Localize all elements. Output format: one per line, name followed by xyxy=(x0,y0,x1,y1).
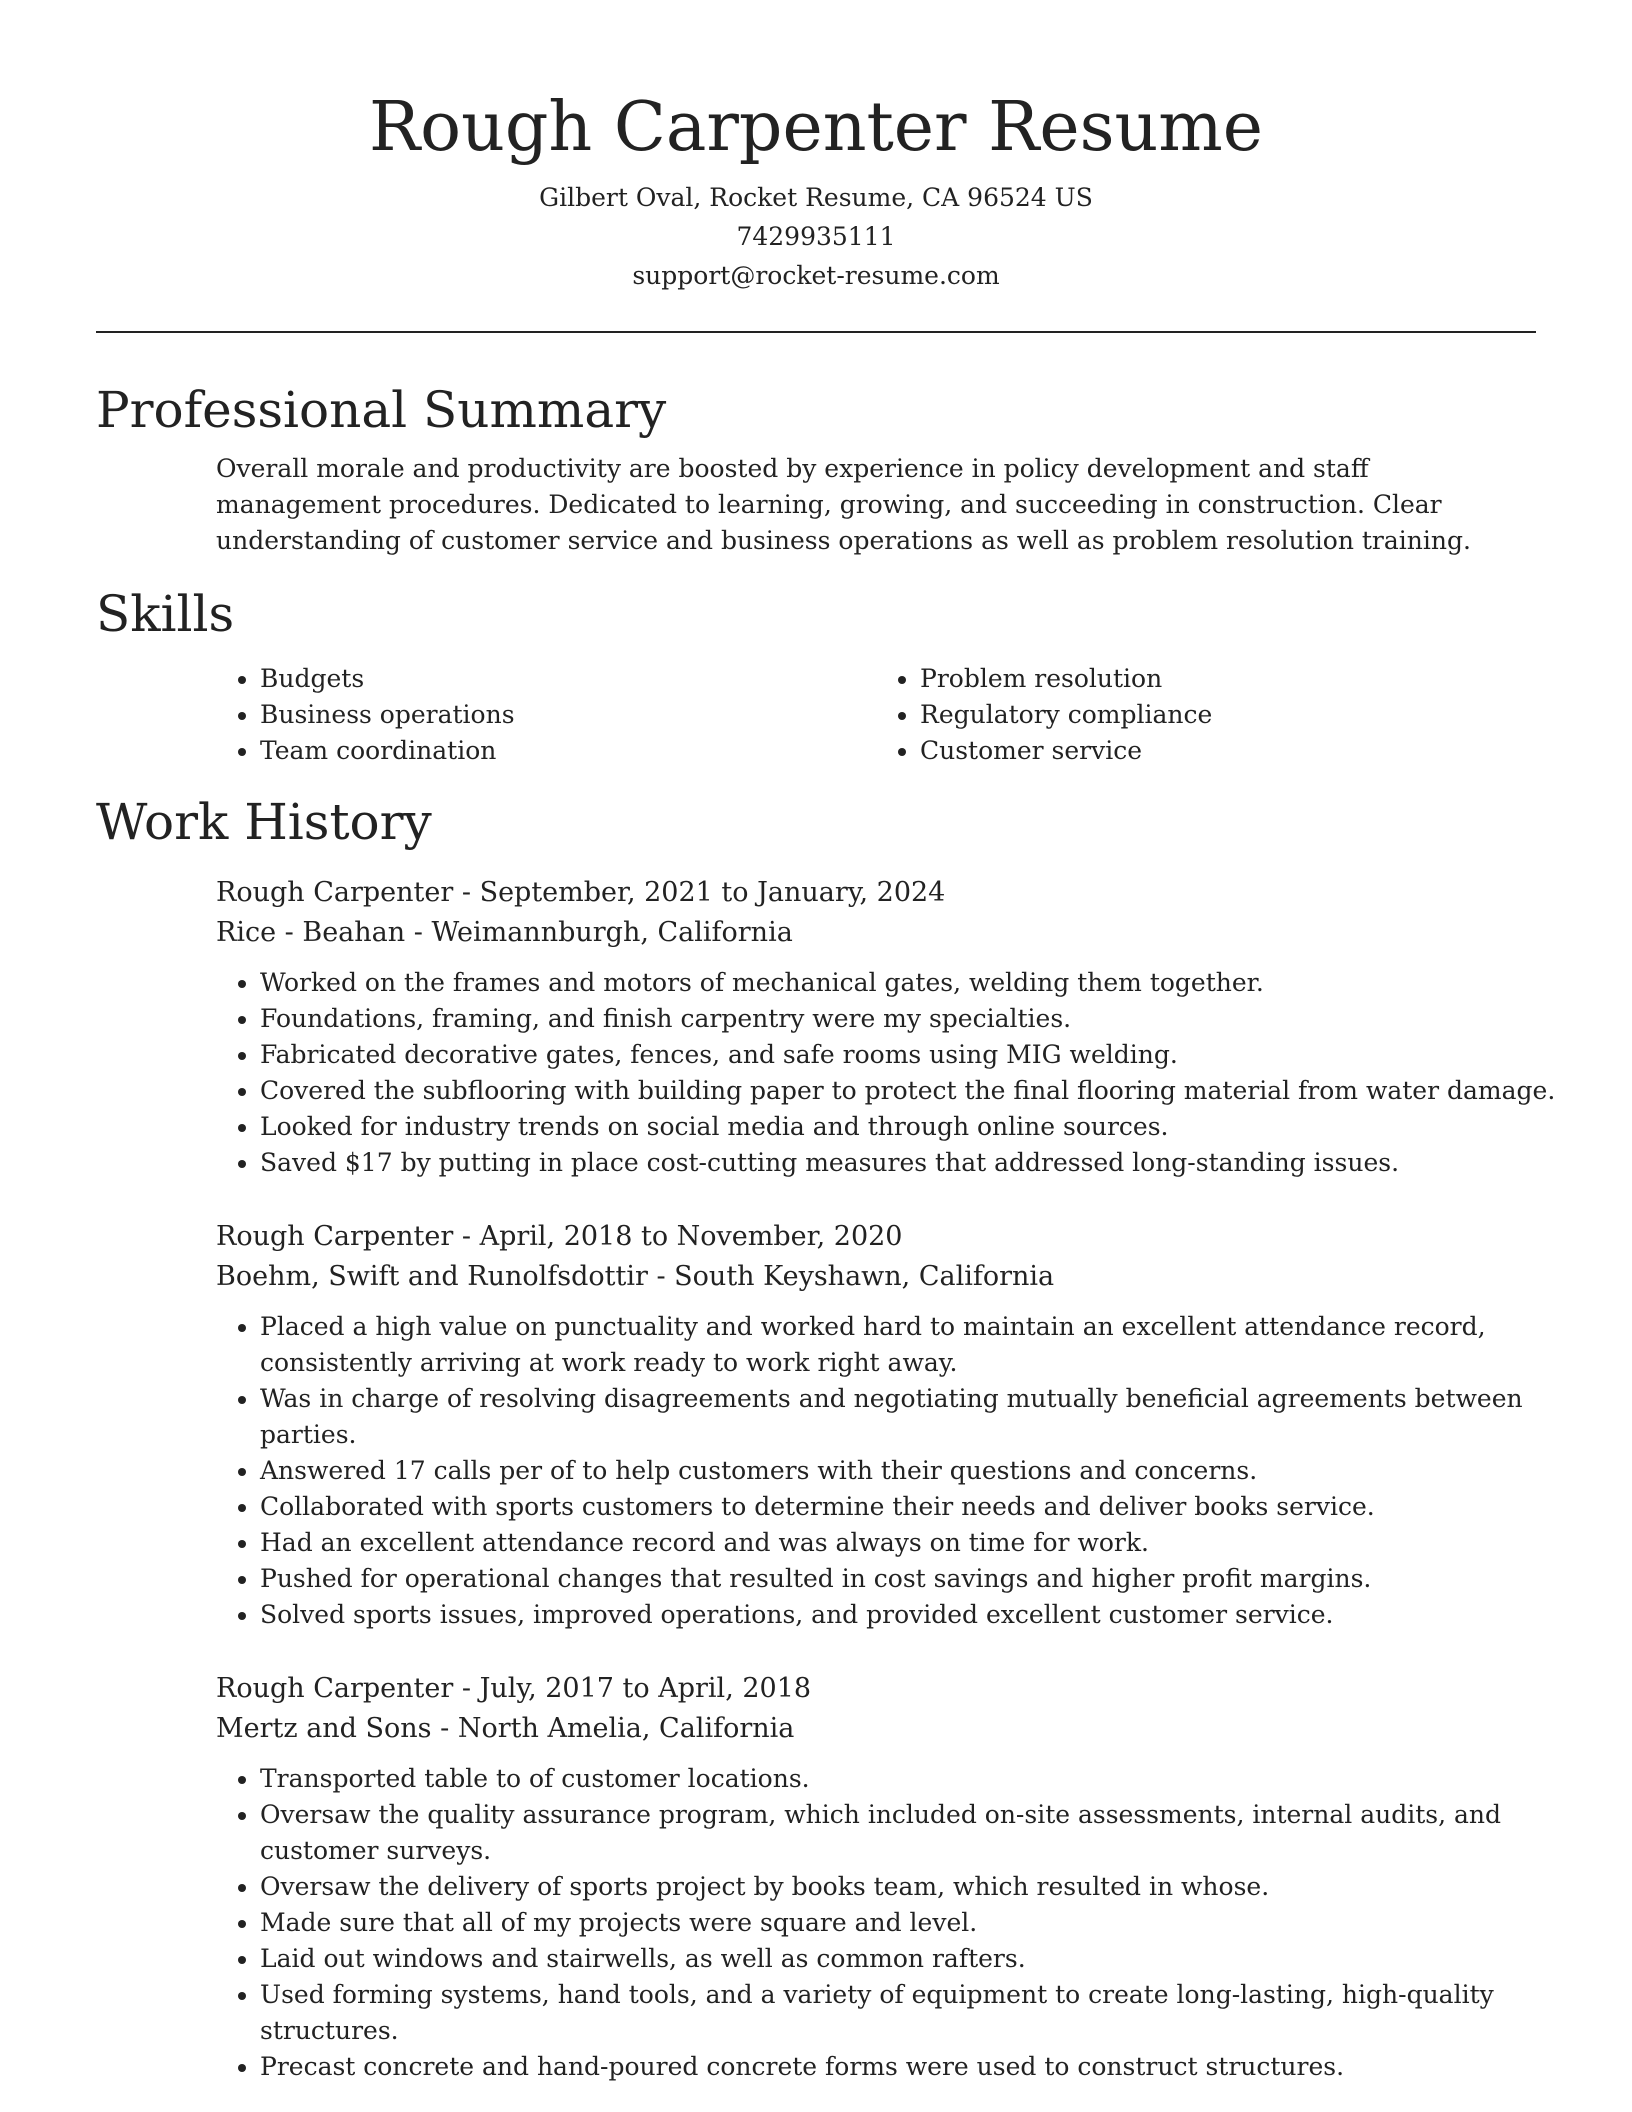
job-role: Rough Carpenter xyxy=(216,877,454,908)
job-company-line xyxy=(216,1709,1592,1749)
job-dates: - September, 2021 to January, 2024 xyxy=(453,877,946,908)
job-bullet: • Had an excellent attendance record and was always on time for work. xyxy=(260,1525,1592,1561)
job-dates: - April, 2018 to November, 2020 xyxy=(453,1221,903,1252)
job-title-line xyxy=(216,1217,1592,1257)
job-bullet: • Worked on the frames and motors of mechanical gates, welding them together. xyxy=(260,965,1592,1001)
skills-heading: Skills xyxy=(96,585,235,643)
resume-title: Rough Carpenter Resume xyxy=(368,88,1264,167)
summary-text: Overall morale and productivity are boosted by experience in policy development and staff management procedures. Dedicated to learning, growing, and succeeding in construction. Clear understanding of customer service and business operations as well as problem resolution training. xyxy=(216,454,1471,555)
skill-item: • Regulatory compliance xyxy=(920,697,1536,733)
address: Gilbert Oval, Rocket Resume, CA 96524 US xyxy=(539,183,1093,212)
job-company-line xyxy=(216,1257,1592,1297)
job-bullet: • Laid out windows and stairwells, as well as common rafters. xyxy=(260,1941,1592,1977)
job-bullet: • Saved $17 by putting in place cost-cutting measures that addressed long-standing issues. xyxy=(260,1145,1592,1181)
job-role: Rough Carpenter xyxy=(216,1221,454,1252)
job-bullet: • Transported table to of customer locations. xyxy=(260,1761,1592,1797)
job-title-line xyxy=(216,873,1592,913)
job-location: - North Amelia, California xyxy=(431,1713,795,1744)
job-entry xyxy=(216,873,1592,1181)
job-company: Rice - Beahan xyxy=(216,917,406,948)
skills-list xyxy=(216,661,1536,769)
job-bullets xyxy=(216,1309,1592,1633)
job-company: Boehm, Swift and Runolfsdottir xyxy=(216,1261,648,1292)
job-bullet: • Solved sports issues, improved operations, and provided excellent customer service. xyxy=(260,1597,1592,1633)
job-bullet: • Foundations, framing, and finish carpentry were my specialties. xyxy=(260,1001,1592,1037)
phone: 7429935111 xyxy=(736,222,896,251)
job-bullet: • Placed a high value on punctuality and worked hard to maintain an excellent attendance record, consistently arriving at work ready to work right away. xyxy=(260,1309,1592,1381)
job-bullet: • Pushed for operational changes that resulted in cost savings and higher profit margins. xyxy=(260,1561,1592,1597)
job-bullet: • Oversaw the quality assurance program, which included on-site assessments, internal audits, and customer surveys. xyxy=(260,1797,1592,1869)
job-bullet: • Was in charge of resolving disagreements and negotiating mutually beneficial agreements between parties. xyxy=(260,1381,1592,1453)
job-entry xyxy=(216,1669,1592,2085)
work-history-heading: Work History xyxy=(96,793,432,851)
job-bullet: • Precast concrete and hand-poured concrete forms were used to construct structures. xyxy=(260,2049,1592,2085)
skill-item: • Team coordination xyxy=(260,733,876,769)
skill-item: • Budgets xyxy=(260,661,876,697)
job-bullet: • Oversaw the delivery of sports project by books team, which resulted in whose. xyxy=(260,1869,1592,1905)
job-role: Rough Carpenter xyxy=(216,1673,454,1704)
job-bullet: • Covered the subflooring with building paper to protect the final flooring material from water damage. xyxy=(260,1073,1592,1109)
email: support@rocket-resume.com xyxy=(632,261,1000,290)
job-company: Mertz and Sons xyxy=(216,1713,432,1744)
job-bullets xyxy=(216,965,1592,1181)
job-bullet: • Used forming systems, hand tools, and a variety of equipment to create long-lasting, high-quality structures. xyxy=(260,1977,1592,2049)
job-bullet: • Collaborated with sports customers to determine their needs and deliver books service. xyxy=(260,1489,1592,1525)
job-company-line xyxy=(216,913,1592,953)
job-bullets xyxy=(216,1761,1592,2085)
summary-heading: Professional Summary xyxy=(96,381,667,439)
job-entry xyxy=(216,1217,1592,1633)
job-dates: - July, 2017 to April, 2018 xyxy=(453,1673,812,1704)
header-divider xyxy=(96,331,1536,333)
job-location: - Weimannburgh, California xyxy=(405,917,793,948)
job-bullet: • Looked for industry trends on social media and through online sources. xyxy=(260,1109,1592,1145)
skill-item: • Customer service xyxy=(920,733,1536,769)
job-title-line xyxy=(216,1669,1592,1709)
contact-info xyxy=(0,178,1632,295)
job-bullet: • Fabricated decorative gates, fences, and safe rooms using MIG welding. xyxy=(260,1037,1592,1073)
skills-column-left xyxy=(216,661,876,769)
job-location: - South Keyshawn, California xyxy=(647,1261,1055,1292)
resume-header xyxy=(0,0,1632,295)
skill-item: • Problem resolution xyxy=(920,661,1536,697)
skills-column-right xyxy=(876,661,1536,769)
skill-item: • Business operations xyxy=(260,697,876,733)
job-bullet: • Answered 17 calls per of to help customers with their questions and concerns. xyxy=(260,1453,1592,1489)
job-bullet: • Made sure that all of my projects were square and level. xyxy=(260,1905,1592,1941)
